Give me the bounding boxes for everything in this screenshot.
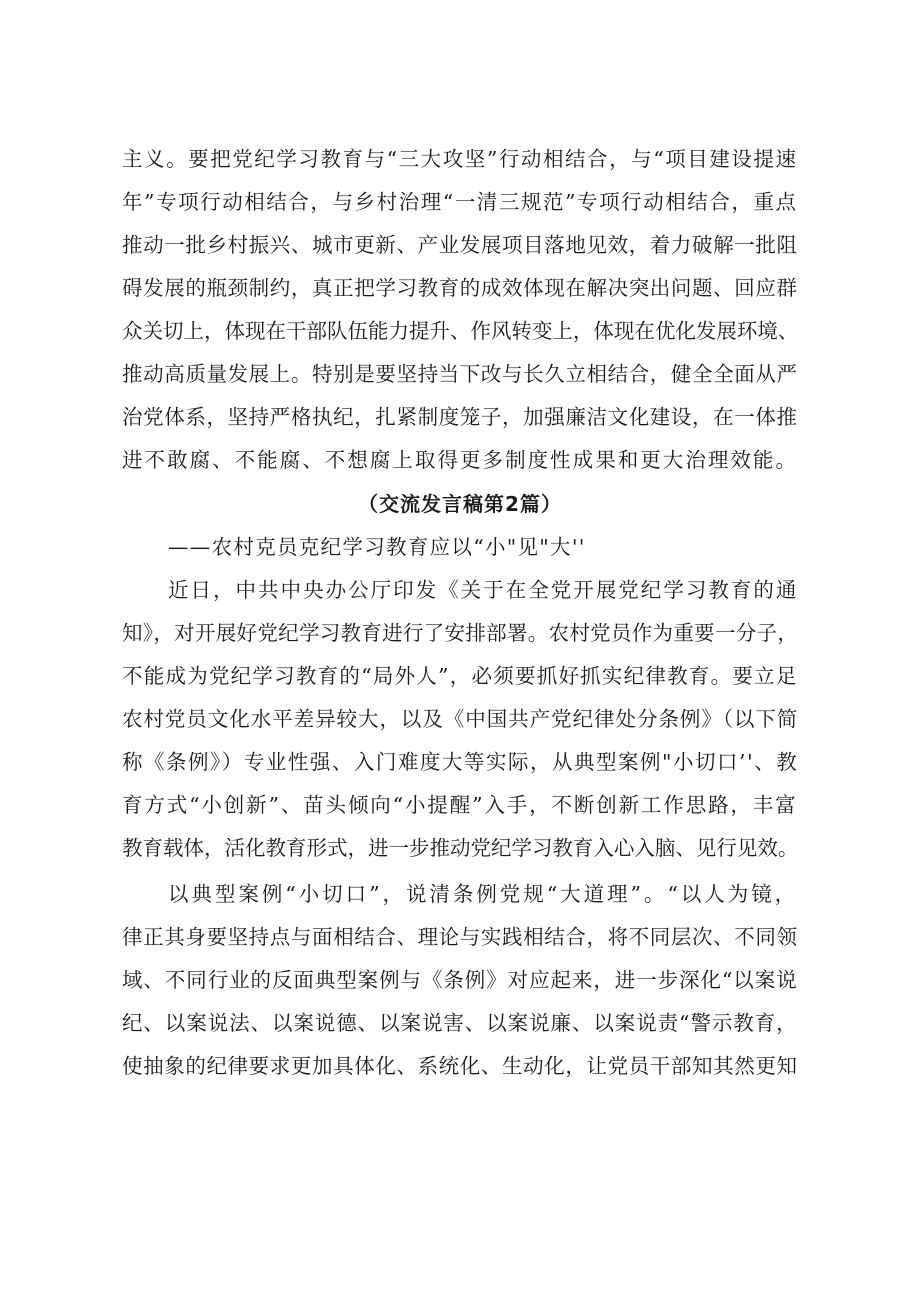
paragraph-3-line-4: 纪、以案说法、以案说德、以案说害、以案说廉、以案说责“警示教育， <box>122 1011 798 1035</box>
paragraph-1-line-4: 碍发展的瓶颈制约，真正把学习教育的成效体现在解决突出问题、回应群 <box>122 276 798 300</box>
paragraph-2-line-2: 知》，对开展好党纪学习教育进行了安排部署。农村党员作为重要一分子， <box>122 621 799 645</box>
paragraph-3-line-1: 以典型案例“小切口”，说清条例党规“大道理”。“以人为镜， <box>168 882 799 906</box>
paragraph-1-line-2: 年”专项行动相结合，与乡村治理“一清三规范”专项行动相结合，重点 <box>122 190 798 214</box>
paragraph-1-line-7: 治党体系，坚持严格执纪，扎紧制度笼子，加强廉洁文化建设，在一体推 <box>122 405 798 429</box>
paragraph-1-line-3: 推动一批乡村振兴、城市更新、产业发展项目落地见效，着力破解一批阻 <box>122 233 798 257</box>
paragraph-1-line-8: 进不敢腐、不能腐、不想腐上取得更多制度性成果和更大治理效能。 <box>122 448 798 472</box>
paragraph-2-line-6: 育方式“小创新”、苗头倾向“小提醒”入手，不断创新工作思路，丰富 <box>122 793 798 817</box>
paragraph-3-line-2: 律正其身要坚持点与面相结合、理论与实践相结合，将不同层次、不同领 <box>122 925 798 949</box>
section-heading: （交流发言稿第2篇） <box>358 492 562 516</box>
paragraph-2-line-7: 教育载体，活化教育形式，进一步推动党纪学习教育入心入脑、见行见效。 <box>122 836 799 860</box>
paragraph-2-line-4: 农村党员文化水平差异较大，以及《中国共产党纪律处分条例》（以下简 <box>122 707 799 731</box>
paragraph-2-line-5: 称《条例》）专业性强、入门难度大等实际，从典型案例"小切口’'、教 <box>122 750 799 774</box>
paragraph-2-line-1: 近日，中共中央办公厅印发《关于在全党开展党纪学习教育的通 <box>168 578 799 602</box>
article-subtitle: ——农村克员克纪学习教育应以“小"见"大'' <box>168 535 586 559</box>
paragraph-1-line-1: 主义。要把党纪学习教育与“三大攻坚”行动相结合，与“项目建设提速 <box>122 147 798 171</box>
paragraph-3-line-3: 域、不同行业的反面典型案例与《条例》对应起来，进一步深化“以案说 <box>122 968 798 992</box>
paragraph-2-line-3: 不能成为党纪学习教育的“局外人”，必须要抓好抓实纪律教育。要立足 <box>122 664 798 688</box>
paragraph-1-line-6: 推动高质量发展上。特别是要坚持当下改与长久立相结合，健全全面从严 <box>122 362 798 386</box>
paragraph-1-line-5: 众关切上，体现在干部队伍能力提升、作风转变上，体现在优化发展环境、 <box>122 319 799 343</box>
paragraph-3-line-5: 使抽象的纪律要求更加具体化、系统化、生动化，让党员干部知其然更知 <box>122 1054 798 1078</box>
